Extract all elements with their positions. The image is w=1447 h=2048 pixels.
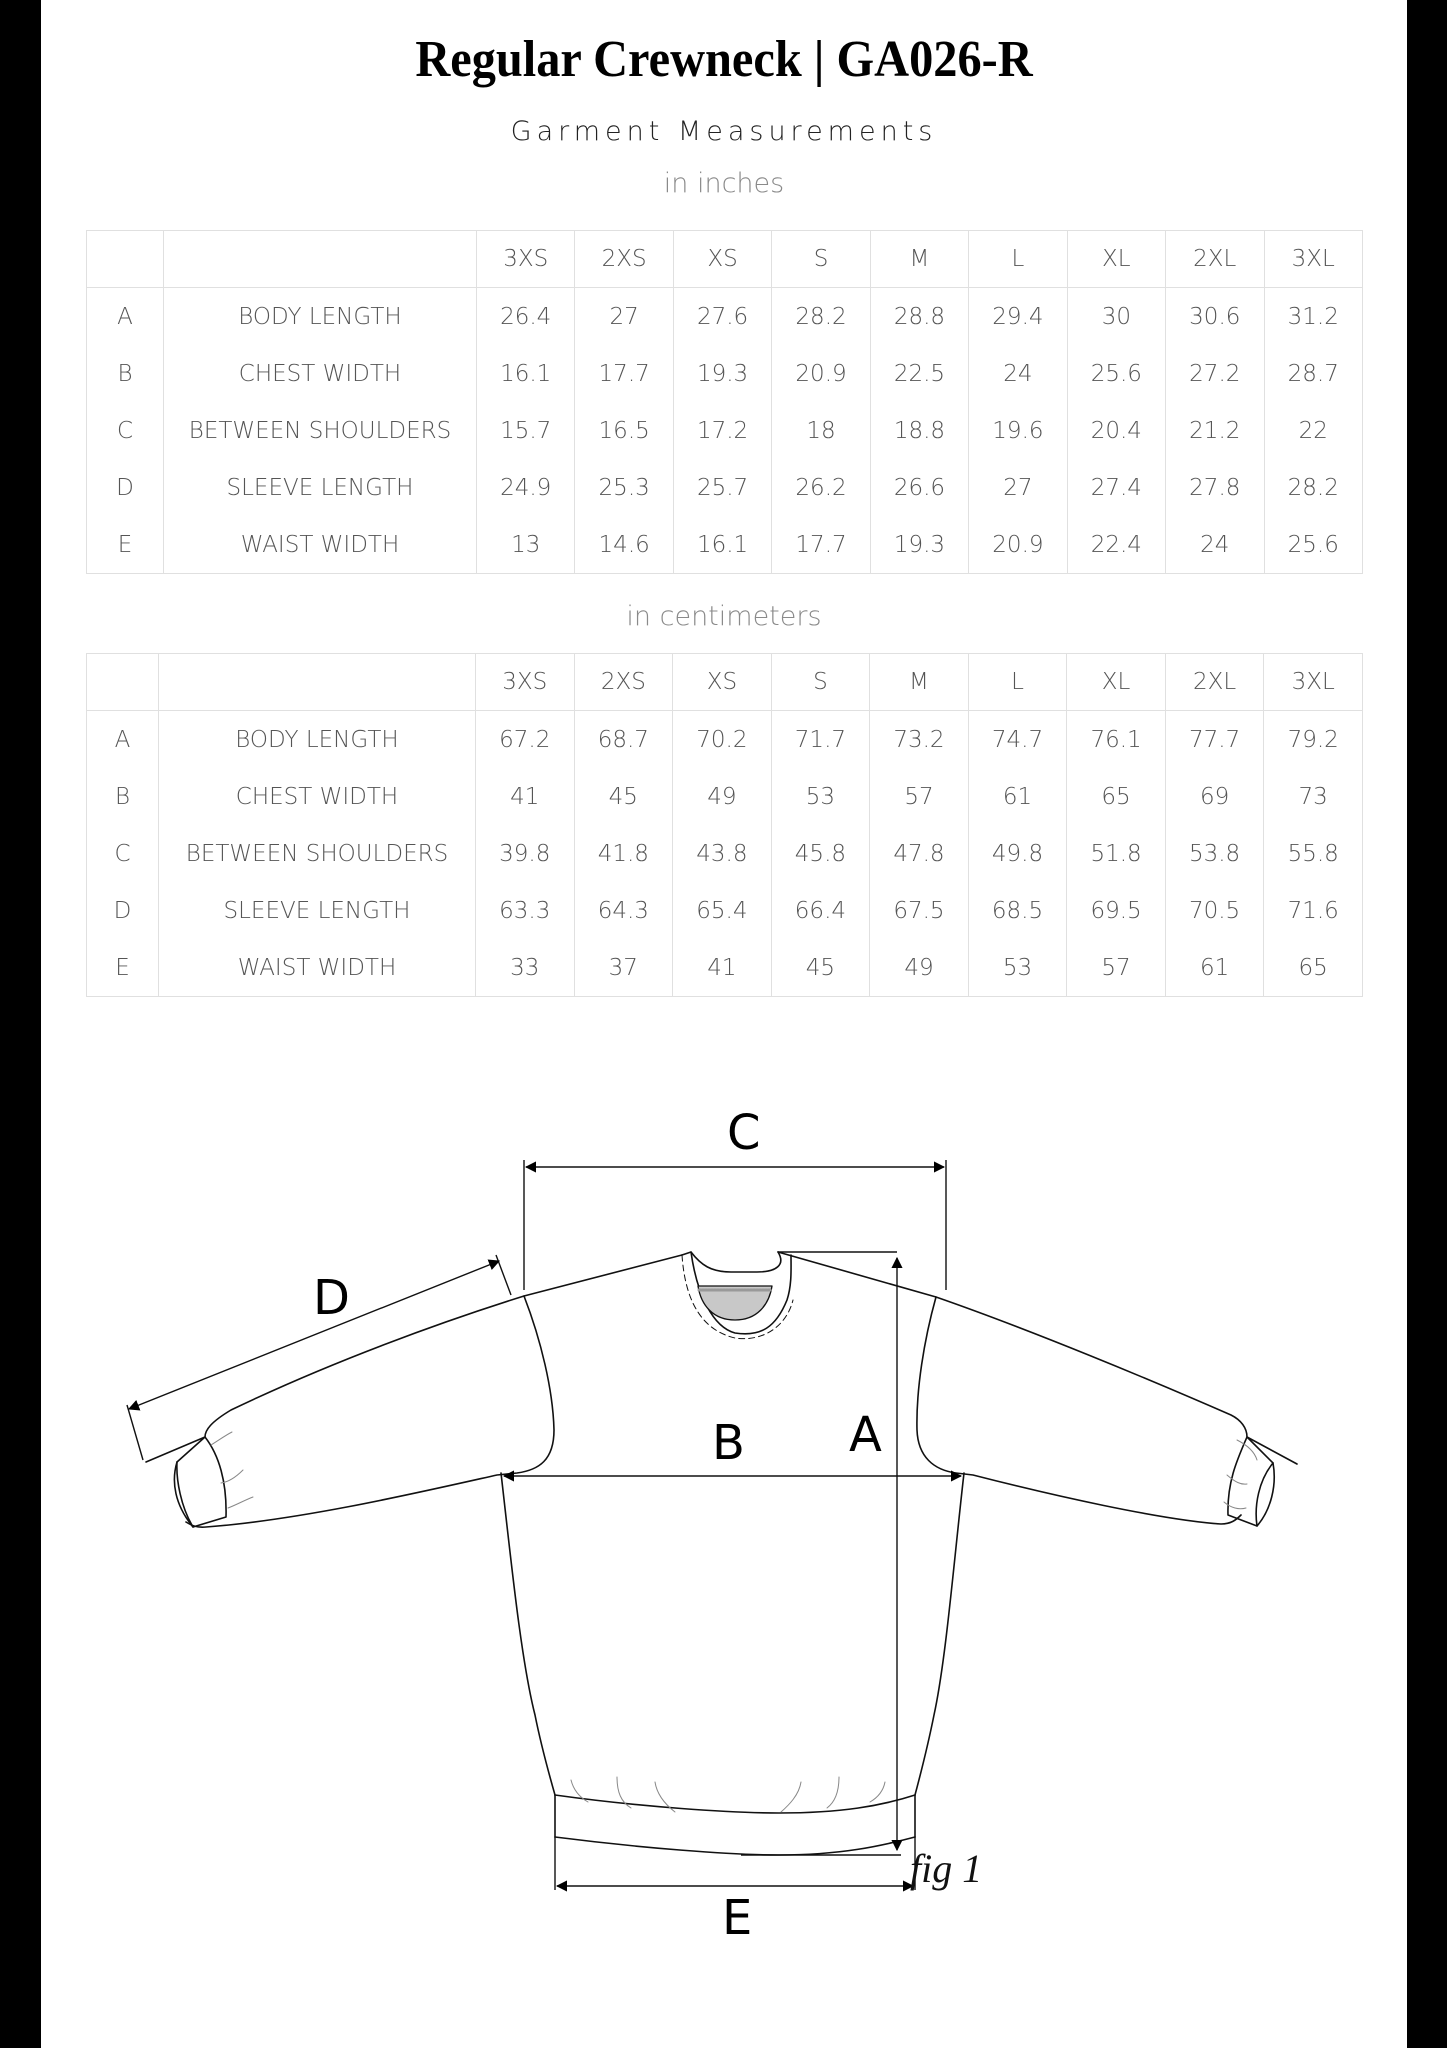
measurement-value: 53 — [771, 768, 870, 825]
measurement-letter: C — [87, 825, 159, 882]
measurement-value: 17.2 — [673, 402, 771, 459]
measurement-value: 65.4 — [673, 882, 772, 939]
measurement-value: 49 — [673, 768, 772, 825]
dimension-label-d: D — [313, 1270, 350, 1326]
header-cell-empty — [87, 654, 159, 711]
crewneck-sweatshirt-illustration — [41, 1100, 1407, 1900]
measurement-value: 33 — [476, 939, 575, 997]
table-row — [87, 288, 1363, 346]
size-header: M — [870, 654, 969, 711]
measurement-value: 74.7 — [968, 711, 1067, 769]
measurement-value: 49.8 — [968, 825, 1067, 882]
measurement-value: 65 — [1067, 768, 1166, 825]
measurement-value: 39.8 — [476, 825, 575, 882]
measurement-value: 63.3 — [476, 882, 575, 939]
measurement-value: 61 — [968, 768, 1067, 825]
measurement-value: 22 — [1264, 402, 1363, 459]
size-header: XL — [1067, 654, 1166, 711]
measurement-value: 29.4 — [969, 288, 1067, 346]
table-row — [87, 459, 1363, 516]
measurement-value: 70.5 — [1165, 882, 1264, 939]
inches-unit-label: in inches — [663, 168, 785, 199]
measurement-value: 64.3 — [574, 882, 673, 939]
size-header: XS — [673, 231, 771, 288]
measurement-value: 79.2 — [1264, 711, 1363, 769]
measurement-letter: E — [87, 516, 164, 574]
measurement-value: 57 — [870, 768, 969, 825]
size-chart-page — [41, 0, 1407, 2048]
measurement-value: 18 — [772, 402, 870, 459]
measurement-value: 73.2 — [870, 711, 969, 769]
measurement-value: 24 — [1166, 516, 1264, 574]
measurement-value: 27.4 — [1067, 459, 1165, 516]
measurement-value: 26.4 — [477, 288, 575, 346]
measurement-value: 27.6 — [673, 288, 771, 346]
measurement-value: 55.8 — [1264, 825, 1363, 882]
measurement-value: 57 — [1067, 939, 1166, 997]
garment-diagram — [41, 1100, 1407, 1946]
measurement-value: 16.5 — [575, 402, 673, 459]
measurement-value: 37 — [574, 939, 673, 997]
measurement-letter: A — [87, 711, 159, 769]
measurement-value: 16.1 — [477, 345, 575, 402]
measurement-value: 27.8 — [1166, 459, 1264, 516]
measurement-value: 47.8 — [870, 825, 969, 882]
measurement-value: 41 — [673, 939, 772, 997]
size-header: S — [772, 231, 870, 288]
measurement-name: WAIST WIDTH — [164, 516, 477, 574]
size-header: 3XL — [1264, 654, 1363, 711]
table-row — [87, 345, 1363, 402]
measurement-value: 28.8 — [870, 288, 968, 346]
measurement-name: BODY LENGTH — [159, 711, 476, 769]
measurement-value: 68.7 — [574, 711, 673, 769]
dimension-label-c: C — [727, 1105, 761, 1161]
measurement-value: 25.6 — [1264, 516, 1363, 574]
measurement-value: 28.7 — [1264, 345, 1363, 402]
measurement-value: 20.9 — [772, 345, 870, 402]
measurement-value: 25.6 — [1067, 345, 1165, 402]
measurement-name: BODY LENGTH — [164, 288, 477, 346]
table-row — [87, 711, 1363, 769]
measurement-letter: B — [87, 345, 164, 402]
measurement-value: 71.7 — [771, 711, 870, 769]
table-header-row — [87, 231, 1363, 288]
measurement-value: 17.7 — [772, 516, 870, 574]
measurement-value: 16.1 — [673, 516, 771, 574]
measurement-value: 26.2 — [772, 459, 870, 516]
measurement-value: 22.4 — [1067, 516, 1165, 574]
measurement-value: 21.2 — [1166, 402, 1264, 459]
measurement-value: 20.9 — [969, 516, 1067, 574]
measurement-value: 22.5 — [870, 345, 968, 402]
size-header: 3XS — [477, 231, 575, 288]
measurement-value: 30.6 — [1166, 288, 1264, 346]
dimension-label-a: A — [849, 1407, 882, 1463]
measurement-value: 19.6 — [969, 402, 1067, 459]
measurement-name: BETWEEN SHOULDERS — [159, 825, 476, 882]
measurement-value: 13 — [477, 516, 575, 574]
size-header: 2XL — [1165, 654, 1264, 711]
measurement-value: 15.7 — [477, 402, 575, 459]
measurement-value: 18.8 — [870, 402, 968, 459]
size-header: S — [771, 654, 870, 711]
measurement-letter: D — [87, 459, 164, 516]
measurement-name: SLEEVE LENGTH — [159, 882, 476, 939]
measurement-value: 69 — [1165, 768, 1264, 825]
measurement-value: 19.3 — [870, 516, 968, 574]
measurement-value: 43.8 — [673, 825, 772, 882]
measurement-value: 68.5 — [968, 882, 1067, 939]
dimension-label-b: B — [712, 1415, 745, 1471]
measurement-letter: A — [87, 288, 164, 346]
table-row — [87, 768, 1363, 825]
centimeters-measurement-table — [86, 653, 1363, 997]
measurement-value: 20.4 — [1067, 402, 1165, 459]
measurement-value: 41 — [476, 768, 575, 825]
measurement-value: 73 — [1264, 768, 1363, 825]
measurement-value: 65 — [1264, 939, 1363, 997]
measurement-name: SLEEVE LENGTH — [164, 459, 477, 516]
measurement-value: 27.2 — [1166, 345, 1264, 402]
measurement-value: 14.6 — [575, 516, 673, 574]
measurement-value: 45 — [574, 768, 673, 825]
measurement-letter: B — [87, 768, 159, 825]
measurement-letter: C — [87, 402, 164, 459]
size-header: XL — [1067, 231, 1165, 288]
measurement-value: 53.8 — [1165, 825, 1264, 882]
table-row — [87, 825, 1363, 882]
table-row — [87, 402, 1363, 459]
measurement-value: 26.6 — [870, 459, 968, 516]
measurement-value: 30 — [1067, 288, 1165, 346]
measurement-value: 24 — [969, 345, 1067, 402]
figure-caption: fig 1 — [910, 1846, 983, 1891]
size-header: L — [969, 231, 1067, 288]
page-title: Regular Crewneck | GA026-R — [415, 31, 1033, 88]
measurement-value: 45.8 — [771, 825, 870, 882]
measurement-name: WAIST WIDTH — [159, 939, 476, 997]
measurement-value: 67.5 — [870, 882, 969, 939]
table-header-row — [87, 654, 1363, 711]
page-subtitle: Garment Measurements — [510, 116, 938, 147]
size-header: M — [870, 231, 968, 288]
inches-measurement-table — [86, 230, 1363, 574]
measurement-value: 69.5 — [1067, 882, 1166, 939]
table-row — [87, 939, 1363, 997]
measurement-value: 31.2 — [1264, 288, 1363, 346]
measurement-value: 25.3 — [575, 459, 673, 516]
measurement-value: 76.1 — [1067, 711, 1166, 769]
measurement-value: 77.7 — [1165, 711, 1264, 769]
header-cell-empty — [159, 654, 476, 711]
measurement-value: 27 — [575, 288, 673, 346]
measurement-value: 17.7 — [575, 345, 673, 402]
size-header: L — [968, 654, 1067, 711]
size-header: 2XL — [1166, 231, 1264, 288]
measurement-value: 61 — [1165, 939, 1264, 997]
header-cell-empty — [164, 231, 477, 288]
measurement-value: 66.4 — [771, 882, 870, 939]
size-header: 3XS — [476, 654, 575, 711]
measurement-value: 41.8 — [574, 825, 673, 882]
measurement-value: 24.9 — [477, 459, 575, 516]
measurement-name: CHEST WIDTH — [159, 768, 476, 825]
size-header: 2XS — [575, 231, 673, 288]
size-header: 3XL — [1264, 231, 1363, 288]
measurement-value: 67.2 — [476, 711, 575, 769]
centimeters-unit-label: in centimeters — [626, 601, 822, 632]
header-cell-empty — [87, 231, 164, 288]
measurement-value: 27 — [969, 459, 1067, 516]
measurement-value: 53 — [968, 939, 1067, 997]
measurement-value: 25.7 — [673, 459, 771, 516]
measurement-letter: E — [87, 939, 159, 997]
table-row — [87, 882, 1363, 939]
table-row — [87, 516, 1363, 574]
size-header: 2XS — [574, 654, 673, 711]
measurement-value: 49 — [870, 939, 969, 997]
measurement-letter: D — [87, 882, 159, 939]
dimension-label-e: E — [722, 1890, 753, 1946]
measurement-value: 19.3 — [673, 345, 771, 402]
measurement-value: 51.8 — [1067, 825, 1166, 882]
measurement-value: 45 — [771, 939, 870, 997]
size-header: XS — [673, 654, 772, 711]
measurement-value: 71.6 — [1264, 882, 1363, 939]
measurement-name: CHEST WIDTH — [164, 345, 477, 402]
measurement-value: 28.2 — [1264, 459, 1363, 516]
measurement-value: 28.2 — [772, 288, 870, 346]
measurement-value: 70.2 — [673, 711, 772, 769]
measurement-name: BETWEEN SHOULDERS — [164, 402, 477, 459]
